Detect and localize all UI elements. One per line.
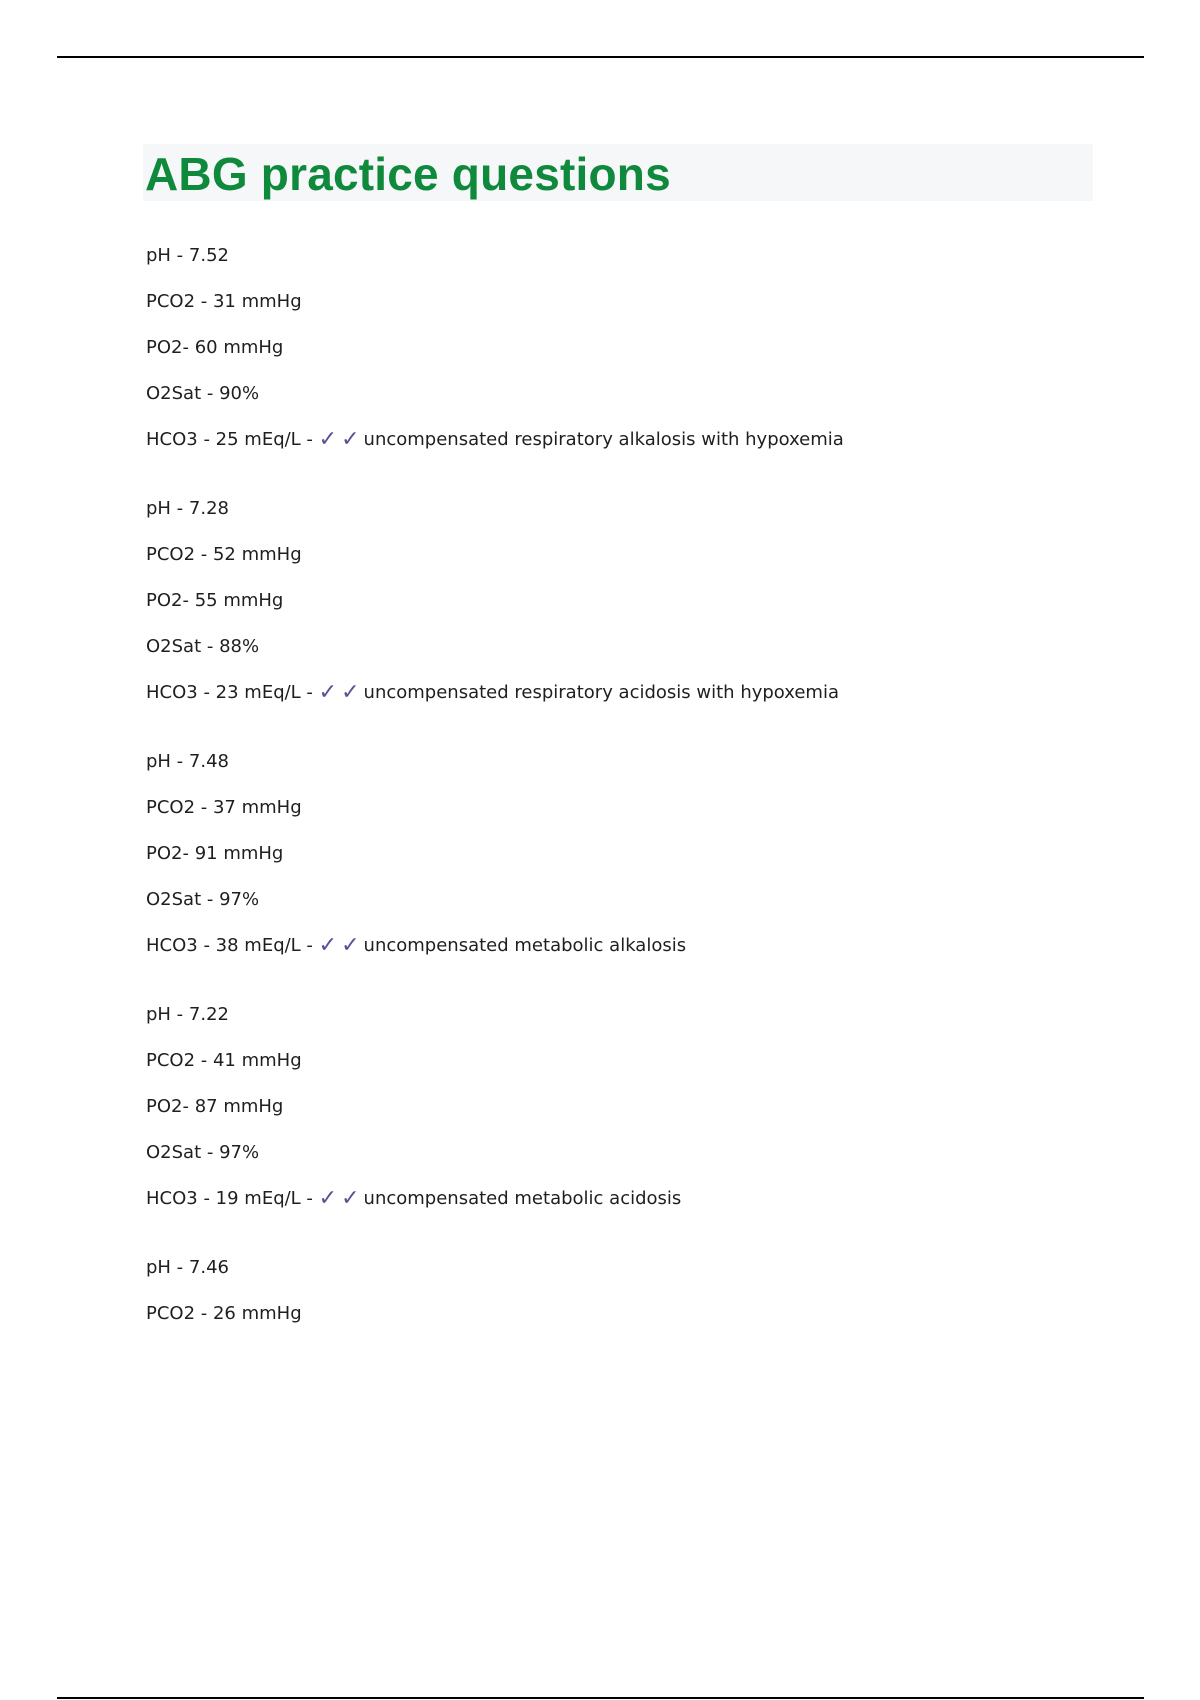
- hco3-answer-line: [146, 1187, 1146, 1211]
- pco2-value: PCO2 - 31 mmHg: [146, 291, 302, 312]
- ph-value: pH - 7.46: [146, 1257, 229, 1278]
- check-icon: ✓: [341, 933, 360, 958]
- check-icon: ✓: [341, 1186, 360, 1211]
- question-3: [146, 750, 1146, 958]
- hco3-value: HCO3 - 23 mEq/L -: [146, 682, 313, 703]
- pco2-value: PCO2 - 41 mmHg: [146, 1050, 302, 1071]
- ph-value: pH - 7.52: [146, 245, 229, 266]
- page-title: ABG practice questions: [145, 148, 671, 200]
- check-icon: ✓: [318, 1186, 338, 1211]
- check-icon: ✓: [341, 427, 360, 452]
- pco2-value: PCO2 - 52 mmHg: [146, 544, 302, 565]
- answer-text: uncompensated respiratory alkalosis with hypoxemia: [363, 429, 844, 450]
- hco3-value: HCO3 - 19 mEq/L -: [146, 1188, 313, 1209]
- check-icon: ✓: [341, 680, 360, 705]
- check-icon: ✓: [318, 933, 338, 958]
- answer-text: uncompensated respiratory acidosis with hypoxemia: [363, 682, 839, 703]
- questions-list: [146, 244, 1146, 1371]
- ph-value: pH - 7.28: [146, 498, 229, 519]
- o2sat-value: O2Sat - 88%: [146, 636, 260, 657]
- hco3-value: HCO3 - 25 mEq/L -: [146, 429, 313, 450]
- check-icon: ✓: [318, 680, 338, 705]
- po2-value: PO2- 91 mmHg: [146, 843, 284, 864]
- question-2: [146, 497, 1146, 705]
- hco3-answer-line: [146, 934, 1146, 958]
- check-icon: ✓: [318, 427, 338, 452]
- o2sat-value: O2Sat - 97%: [146, 1142, 260, 1163]
- pco2-value: PCO2 - 26 mmHg: [146, 1303, 302, 1324]
- question-5: [146, 1256, 1146, 1326]
- po2-value: PO2- 55 mmHg: [146, 590, 284, 611]
- footer-rule: [57, 1697, 1144, 1699]
- answer-text: uncompensated metabolic alkalosis: [363, 935, 687, 956]
- ph-value: pH - 7.48: [146, 751, 229, 772]
- po2-value: PO2- 60 mmHg: [146, 337, 284, 358]
- ph-value: pH - 7.22: [146, 1004, 229, 1025]
- question-4: [146, 1003, 1146, 1211]
- question-1: [146, 244, 1146, 452]
- answer-text: uncompensated metabolic acidosis: [363, 1188, 682, 1209]
- po2-value: PO2- 87 mmHg: [146, 1096, 284, 1117]
- hco3-value: HCO3 - 38 mEq/L -: [146, 935, 313, 956]
- header-rule: [57, 56, 1144, 58]
- hco3-answer-line: [146, 428, 1146, 452]
- o2sat-value: O2Sat - 90%: [146, 383, 260, 404]
- pco2-value: PCO2 - 37 mmHg: [146, 797, 302, 818]
- hco3-answer-line: [146, 681, 1146, 705]
- o2sat-value: O2Sat - 97%: [146, 889, 260, 910]
